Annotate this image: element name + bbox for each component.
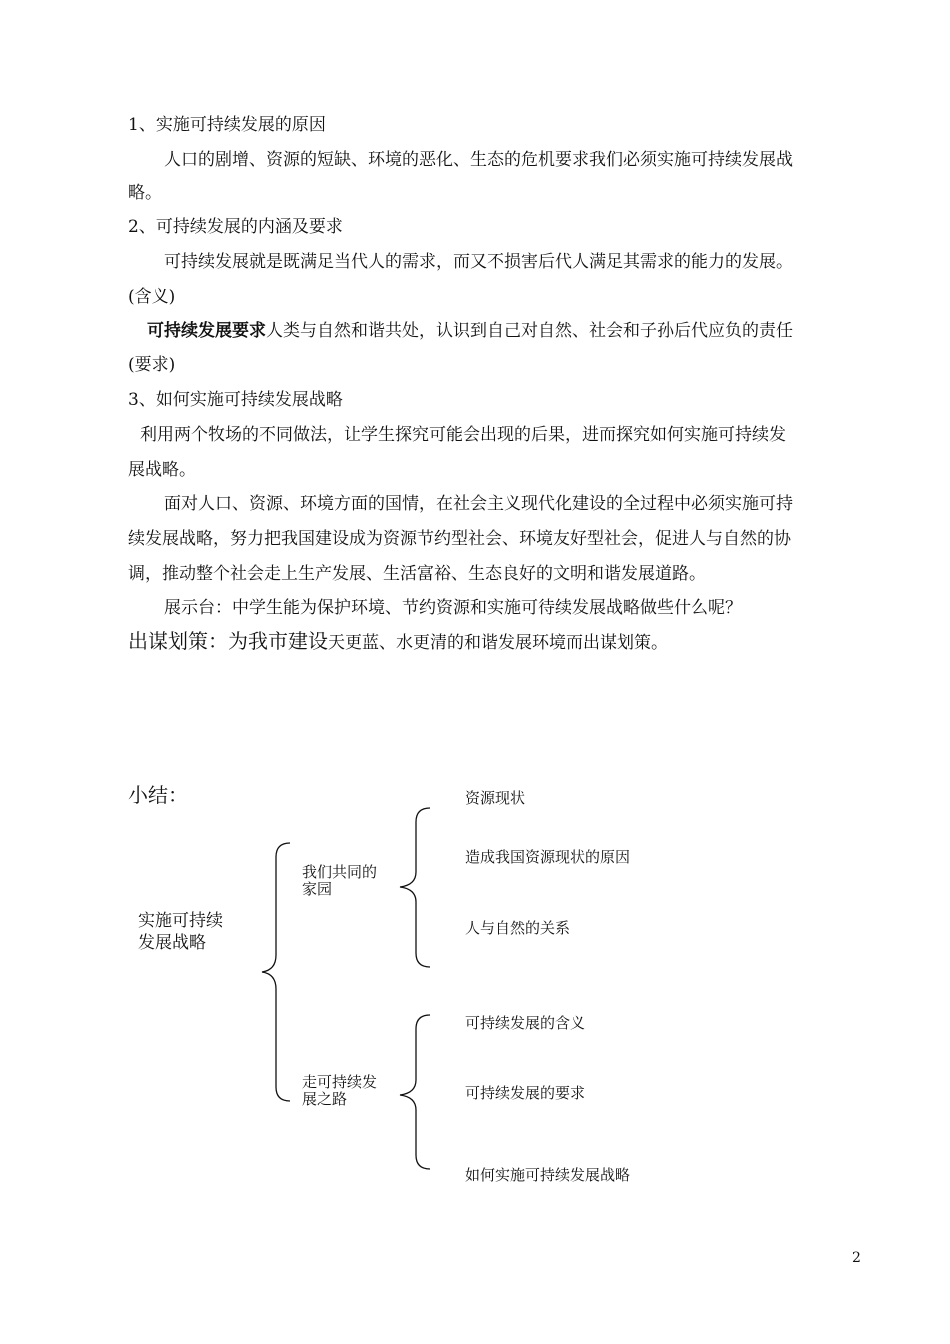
section2-heading: 2、可持续发展的内涵及要求 — [128, 217, 343, 237]
advice-rest-text: 天更蓝、水更清的和谐发展环境而出谋划策。 — [328, 633, 668, 653]
section3-paragraph1-line2: 展战略。 — [128, 460, 196, 480]
branch2-label-line2: 展之路 — [302, 1090, 348, 1108]
branch1-item: 造成我国资源现状的原因 — [465, 848, 631, 866]
branch2-item: 可持续发展的含义 — [465, 1014, 586, 1032]
branch2-item: 可持续发展的要求 — [465, 1084, 586, 1102]
branch2-brace — [400, 1015, 430, 1169]
branch1-label-line1: 我们共同的 — [302, 863, 378, 881]
section3-paragraph2-line3: 调，推动整个社会走上生产发展、生活富裕、生态良好的文明和谐发展道路。 — [128, 564, 706, 584]
advice-big-text: 出谋划策：为我市建设 — [128, 629, 328, 653]
section2-requirement-line2: (要求) — [128, 355, 176, 375]
section3-paragraph2-line2: 续发展战略，努力把我国建设成为资源节约型社会、环境友好型社会，促进人与自然的协 — [128, 529, 791, 549]
branch1-item: 人与自然的关系 — [465, 919, 571, 937]
section2-definition-line2: (含义) — [128, 287, 176, 307]
branch2-label-line1: 走可持续发 — [302, 1073, 378, 1091]
section1-paragraph-line1: 人口的剧增、资源的短缺、环境的恶化、生态的危机要求我们必须实施可持续发展战 — [164, 150, 793, 170]
section3-paragraph2-line1: 面对人口、资源、环境方面的国情，在社会主义现代化建设的全过程中必须实施可持 — [164, 494, 793, 514]
branch1-brace — [400, 808, 430, 967]
branch1-item: 资源现状 — [465, 789, 526, 807]
branch1-label-line2: 家园 — [302, 880, 333, 898]
page-number: 2 — [852, 1250, 861, 1266]
branch2-item: 如何实施可持续发展战略 — [465, 1166, 631, 1184]
requirement-bold-label: 可持续发展要求 — [147, 321, 266, 341]
section1-paragraph-line2: 略。 — [128, 183, 162, 203]
requirement-text: 人类与自然和谐共处，认识到自己对自然、社会和子孙后代应负的责任 — [266, 321, 793, 341]
section3-paragraph1-line1: 利用两个牧场的不同做法，让学生探究可能会出现的后果，进而探究如何实施可持续发 — [140, 425, 786, 445]
section2-definition-line1: 可持续发展就是既满足当代人的需求，而又不损害后代人满足其需求的能力的发展。 — [164, 252, 793, 272]
showcase-question: 展示台：中学生能为保护环境、节约资源和实施可待续发展战略做些什么呢？ — [164, 598, 742, 618]
section1-heading: 1、实施可持续发展的原因 — [128, 115, 326, 135]
section3-heading: 3、如何实施可持续发展战略 — [128, 390, 343, 410]
summary-title: 小结： — [128, 783, 188, 807]
root-node-line2: 发展战略 — [138, 933, 206, 953]
root-node-line1: 实施可持续 — [138, 911, 223, 931]
main-brace — [262, 843, 290, 1101]
